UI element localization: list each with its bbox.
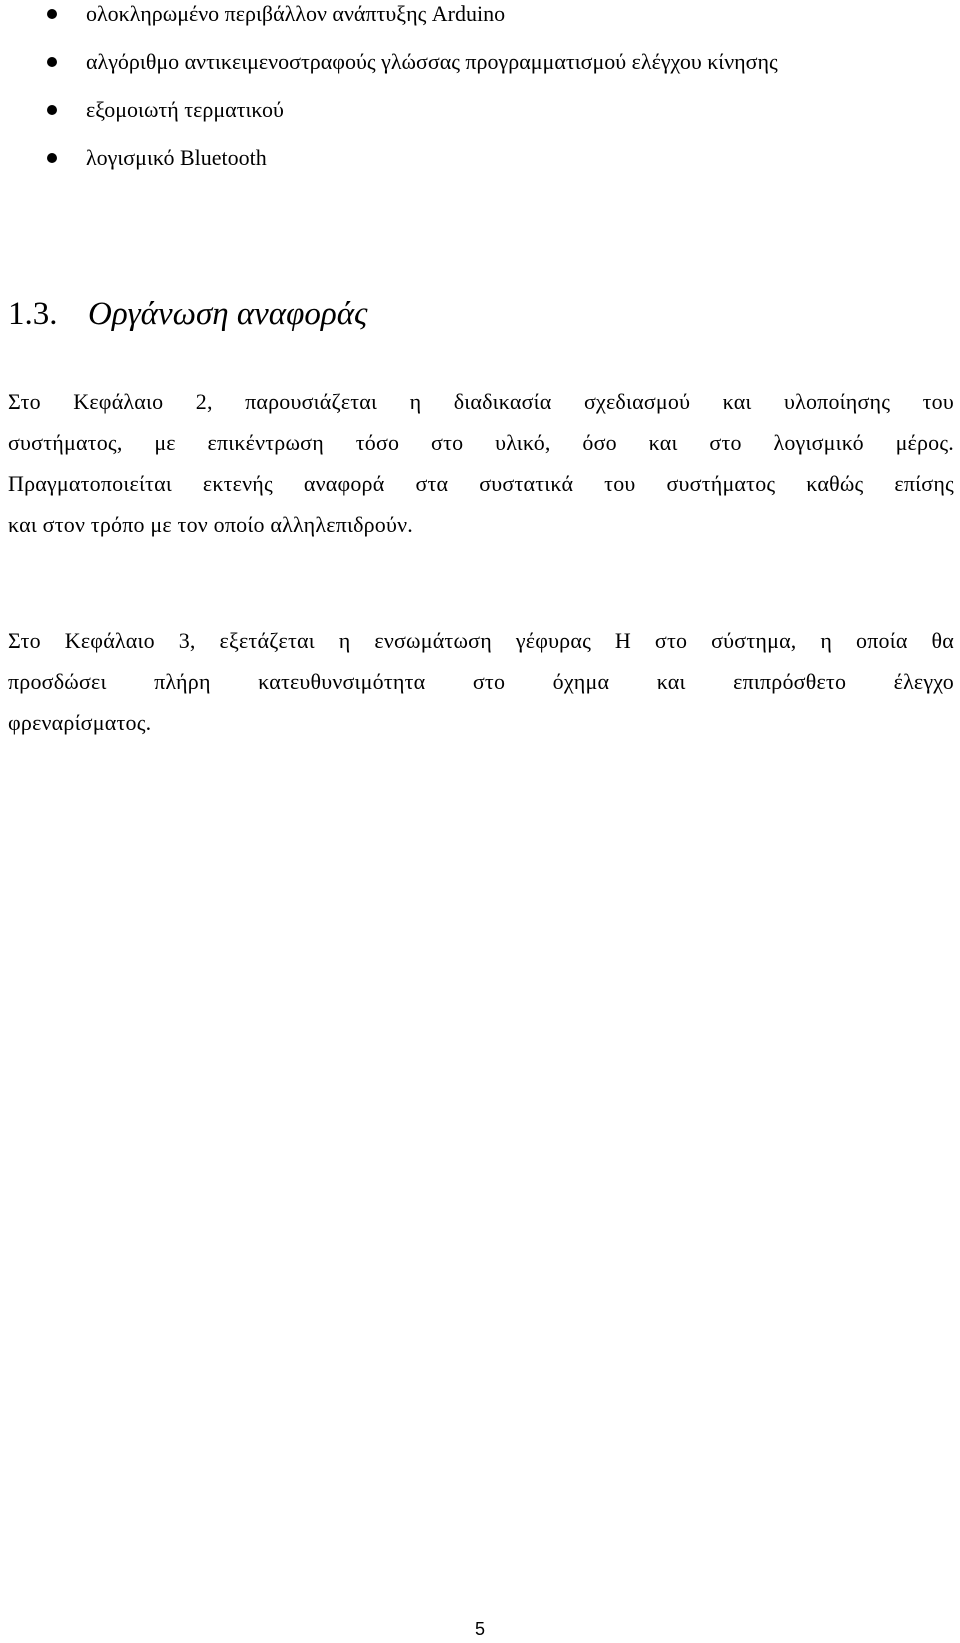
word: επιπρόσθετο — [733, 669, 847, 694]
word: και — [722, 389, 752, 414]
word: Κεφάλαιο — [73, 389, 164, 414]
word: επικέντρωση — [207, 430, 324, 455]
word: στο — [472, 669, 506, 694]
paragraph-line-last: φρεναρίσματος. — [8, 710, 152, 735]
section-number: 1.3. — [8, 296, 58, 332]
word: και — [656, 669, 686, 694]
word: η — [820, 628, 833, 653]
word: του — [604, 471, 636, 496]
paragraph-chapter-3 — [8, 620, 954, 743]
word: κατευθυνσιμότητα — [258, 669, 426, 694]
bullet-item — [0, 48, 960, 96]
paragraph-chapter-2 — [8, 381, 954, 545]
bullet-item — [0, 144, 960, 192]
paragraph-line-last: και στον τρόπο με τον οποίο αλληλεπιδρούν. — [8, 512, 413, 537]
word: ενσωμάτωση — [374, 628, 492, 653]
word: παρουσιάζεται — [245, 389, 378, 414]
word: γέφυρας — [515, 628, 591, 653]
word: όχημα — [552, 669, 610, 694]
word: έλεγχο — [893, 669, 954, 694]
section-title: Οργάνωση αναφοράς — [88, 296, 368, 332]
word: και — [648, 430, 678, 455]
bullet-dot-icon — [47, 57, 57, 67]
word: θα — [931, 628, 954, 653]
word: στα — [415, 471, 449, 496]
word: Στο — [8, 389, 41, 414]
word: στο — [431, 430, 464, 455]
bullet-dot-icon — [47, 153, 57, 163]
word: οποία — [856, 628, 908, 653]
paragraph-line — [8, 381, 954, 422]
word: στο — [654, 628, 688, 653]
requirements-bullet-list — [0, 0, 960, 192]
word: διαδικασία — [453, 389, 552, 414]
word: η — [409, 389, 422, 414]
word: στο — [709, 430, 742, 455]
word: 3, — [178, 628, 196, 653]
word: Η — [614, 628, 631, 653]
word: με — [154, 430, 176, 455]
paragraph-line — [8, 422, 954, 463]
word: σύστημα, — [711, 628, 797, 653]
bullet-text: ολοκληρωμένο περιβάλλον ανάπτυξης Arduino — [86, 1, 506, 26]
paragraph-line — [8, 463, 954, 504]
word: εξετάζεται — [219, 628, 315, 653]
word: σχεδιασμού — [583, 389, 691, 414]
word: η — [338, 628, 351, 653]
page-number: 5 — [474, 1619, 485, 1639]
bullet-dot-icon — [47, 9, 57, 19]
word: Κεφάλαιο — [64, 628, 155, 653]
word: αναφορά — [303, 471, 385, 496]
word: προσδώσει — [8, 669, 107, 694]
bullet-item — [0, 0, 960, 48]
section-heading — [8, 294, 367, 334]
bullet-text: εξομοιωτή τερματικού — [86, 97, 284, 122]
word: Πραγματοποιείται — [8, 471, 172, 496]
word: συστατικά — [479, 471, 574, 496]
paragraph-line — [8, 620, 954, 661]
word: εκτενής — [202, 471, 273, 496]
word: συστήματος — [666, 471, 776, 496]
bullet-text: αλγόριθμο αντικειμενοστραφούς γλώσσας προγραμματισμού ελέγχου κίνησης — [86, 49, 778, 74]
word: του — [922, 389, 954, 414]
word: όσο — [582, 430, 617, 455]
word: λογισμικό — [773, 430, 864, 455]
word: 2, — [195, 389, 213, 414]
paragraph-line — [8, 661, 954, 702]
bullet-text: λογισμικό Bluetooth — [86, 145, 267, 170]
word: καθώς — [806, 471, 864, 496]
bullet-dot-icon — [47, 105, 57, 115]
word: Στο — [8, 628, 41, 653]
word: τόσο — [355, 430, 400, 455]
word: υλικό, — [495, 430, 551, 455]
word: συστήματος, — [8, 430, 123, 455]
word: μέρος. — [895, 430, 954, 455]
bullet-item — [0, 96, 960, 144]
word: υλοποίησης — [783, 389, 891, 414]
word: επίσης — [894, 471, 954, 496]
word: πλήρη — [154, 669, 211, 694]
